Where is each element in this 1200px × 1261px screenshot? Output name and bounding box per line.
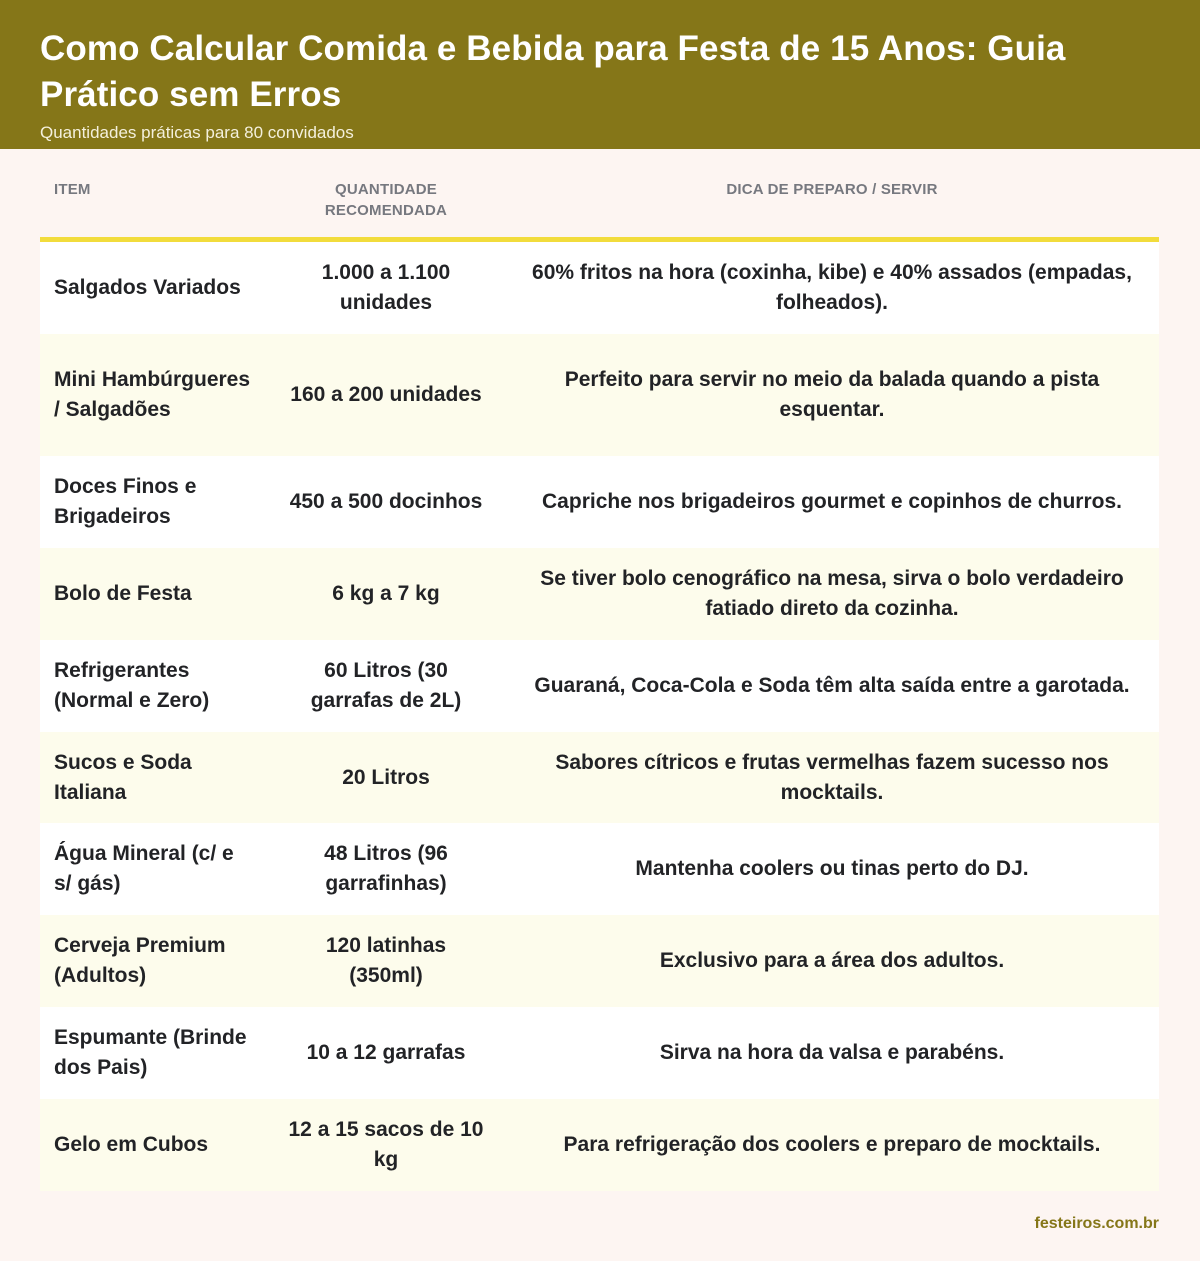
tip-cell: Se tiver bolo cenográfico na mesa, sirva o bolo verdadeiro fatiado direto da cozinha. <box>540 566 1124 620</box>
tip-cell: Perfeito para servir no meio da balada quando a pista esquentar. <box>564 367 1100 421</box>
item-cell: Salgados Variados <box>54 275 241 299</box>
item-cell: Gelo em Cubos <box>54 1133 209 1157</box>
page-subtitle: Quantidades práticas para 80 convidados <box>40 123 354 142</box>
item-cell: Mini Hambúrgueres / Salgadões <box>54 367 251 421</box>
item-cell: Cerveja Premium (Adultos) <box>54 934 226 988</box>
tip-cell: Guaraná, Coca-Cola e Soda têm alta saída entre a garotada. <box>534 673 1130 697</box>
table-row <box>40 1099 1159 1191</box>
table-row <box>40 1007 1159 1099</box>
tip-cell: Exclusivo para a área dos adultos. <box>659 949 1005 973</box>
item-cell: Doces Finos e Brigadeiros <box>54 474 197 528</box>
page-title: Como Calcular Comida e Bebida para Festa de 15 Anos: Guia Prático sem Erros <box>40 29 1066 114</box>
quantity-cell: 12 a 15 sacos de 10 kg <box>288 1118 484 1172</box>
tip-cell: 60% fritos na hora (coxinha, kibe) e 40% assados (empadas, folheados). <box>532 260 1132 314</box>
footer-source: festeiros.com.br <box>1034 1215 1159 1232</box>
tip-cell: Mantenha coolers ou tinas perto do DJ. <box>635 857 1029 881</box>
table-row <box>40 334 1159 456</box>
table-row <box>40 915 1159 1007</box>
table-row <box>40 640 1159 732</box>
quantities-table <box>40 149 1159 1191</box>
tip-cell: Sabores cítricos e frutas vermelhas fazem sucesso nos mocktails. <box>555 750 1109 804</box>
item-cell: Água Mineral (c/ e s/ gás) <box>54 842 234 896</box>
column-header-quantity: QUANTIDADE RECOMENDADA <box>324 181 448 219</box>
quantity-cell: 48 Litros (96 garrafinhas) <box>324 842 448 896</box>
column-header-tip: DICA DE PREPARO / SERVIR <box>726 181 938 198</box>
table-header <box>40 149 1159 242</box>
quantity-cell: 6 kg a 7 kg <box>332 581 440 605</box>
quantity-cell: 450 a 500 docinhos <box>289 489 483 513</box>
quantity-cell: 160 a 200 unidades <box>290 382 482 406</box>
item-cell: Refrigerantes (Normal e Zero) <box>54 658 210 712</box>
table-row <box>40 823 1159 915</box>
tip-cell: Sirva na hora da valsa e parabéns. <box>659 1041 1005 1065</box>
quantity-cell: 1.000 a 1.100 unidades <box>321 260 451 314</box>
quantity-cell: 10 a 12 garrafas <box>306 1041 466 1065</box>
tip-cell: Capriche nos brigadeiros gourmet e copinhos de churros. <box>542 489 1122 513</box>
quantity-cell: 60 Litros (30 garrafas de 2L) <box>310 658 462 712</box>
tip-cell: Para refrigeração dos coolers e preparo de mocktails. <box>563 1133 1101 1157</box>
quantity-cell: 120 latinhas (350ml) <box>325 934 447 988</box>
table-row <box>40 548 1159 640</box>
item-cell: Bolo de Festa <box>54 581 192 605</box>
table-body <box>40 242 1159 1191</box>
quantity-cell: 20 Litros <box>342 765 430 789</box>
table-row <box>40 732 1159 824</box>
column-header-item: ITEM <box>54 181 91 198</box>
table-row <box>40 242 1159 334</box>
item-cell: Espumante (Brinde dos Pais) <box>54 1026 247 1080</box>
table-row <box>40 456 1159 548</box>
header-banner <box>0 0 1200 149</box>
item-cell: Sucos e Soda Italiana <box>54 750 192 804</box>
